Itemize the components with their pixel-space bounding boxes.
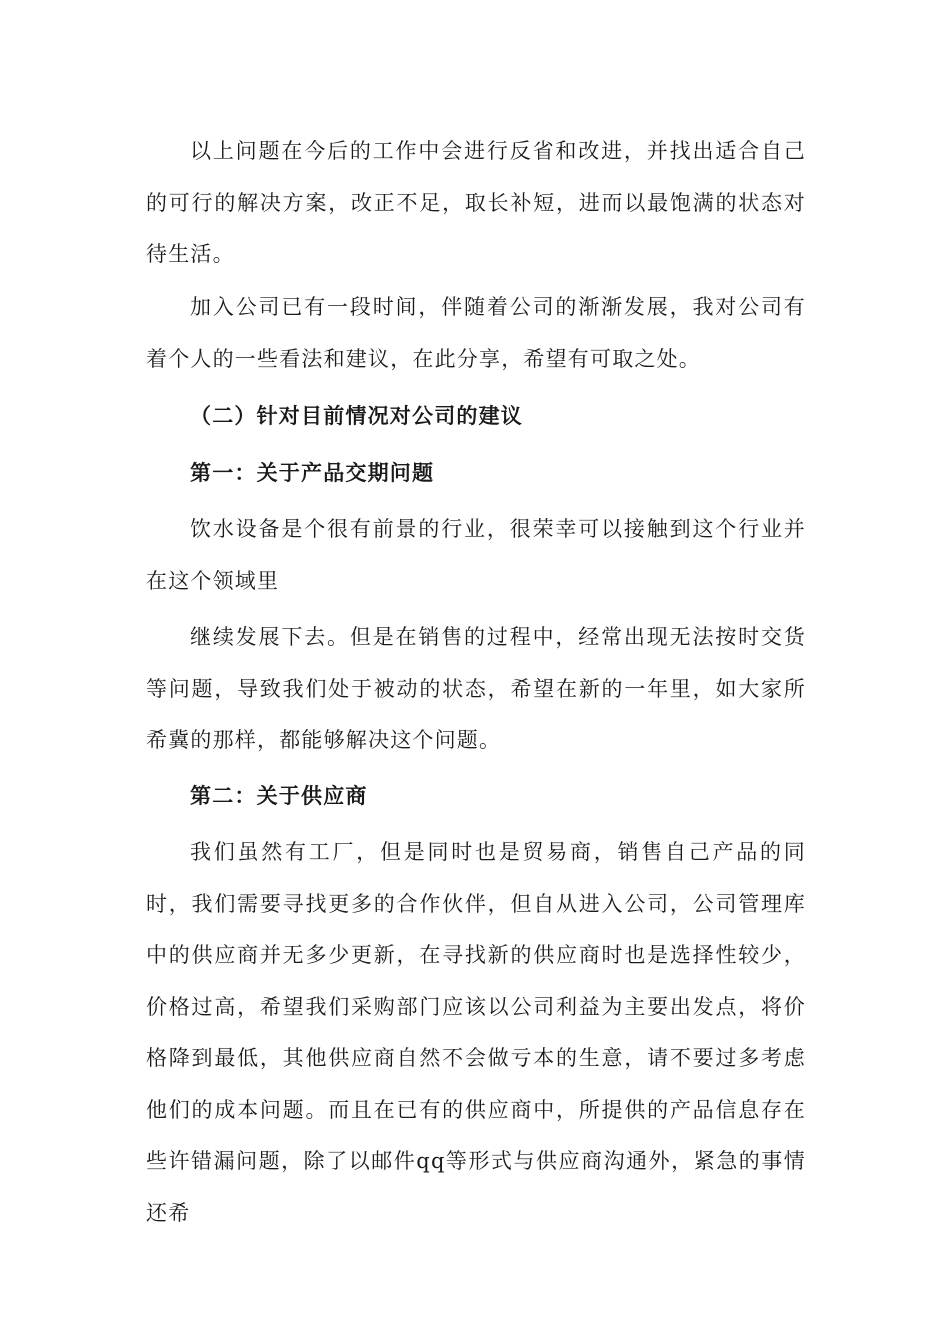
heading-delivery-issue: 第一：关于产品交期问题 — [190, 460, 435, 485]
paragraph-suppliers: 我们虽然有工厂，但是同时也是贸易商，销售自己产品的同时，我们需要寻找更多的合作伙伴，但自从进入公司，公司管理库中的供应商并无多少更新，在寻找新的供应商时也是选择性较少，价格过高，希望我们采购部门应该以公司利益为主要出发点，将价格降到最低，其他供应商自然不会做亏本的生意，请不要过多考虑他们的成本问题。而且在已有的供应商中，所提供的产品信息存在些许错漏问题，除了以邮件qq等形式与供应商沟通外，紧急的事情还希 — [146, 840, 806, 1225]
paragraph-reflection: 以上问题在今后的工作中会进行反省和改进，并找出适合自己的可行的解决方案，改正不足，取长补短，进而以最饱满的状态对待生活。 — [146, 139, 806, 266]
paragraph-delivery-problem: 继续发展下去。但是在销售的过程中，经常出现无法按时交货等问题，导致我们处于被动的状态，希望在新的一年里，如大家所希冀的那样，都能够解决这个问题。 — [146, 625, 806, 752]
section-heading-suggestions: （二）针对目前情况对公司的建议 — [190, 403, 523, 428]
paragraph-company-intro: 加入公司已有一段时间，伴随着公司的渐渐发展，我对公司有着个人的一些看法和建议，在此分享，希望有可取之处。 — [146, 295, 806, 371]
heading-suppliers: 第二：关于供应商 — [190, 783, 368, 808]
paragraph-industry: 饮水设备是个很有前景的行业，很荣幸可以接触到这个行业并在这个领域里 — [146, 517, 806, 593]
